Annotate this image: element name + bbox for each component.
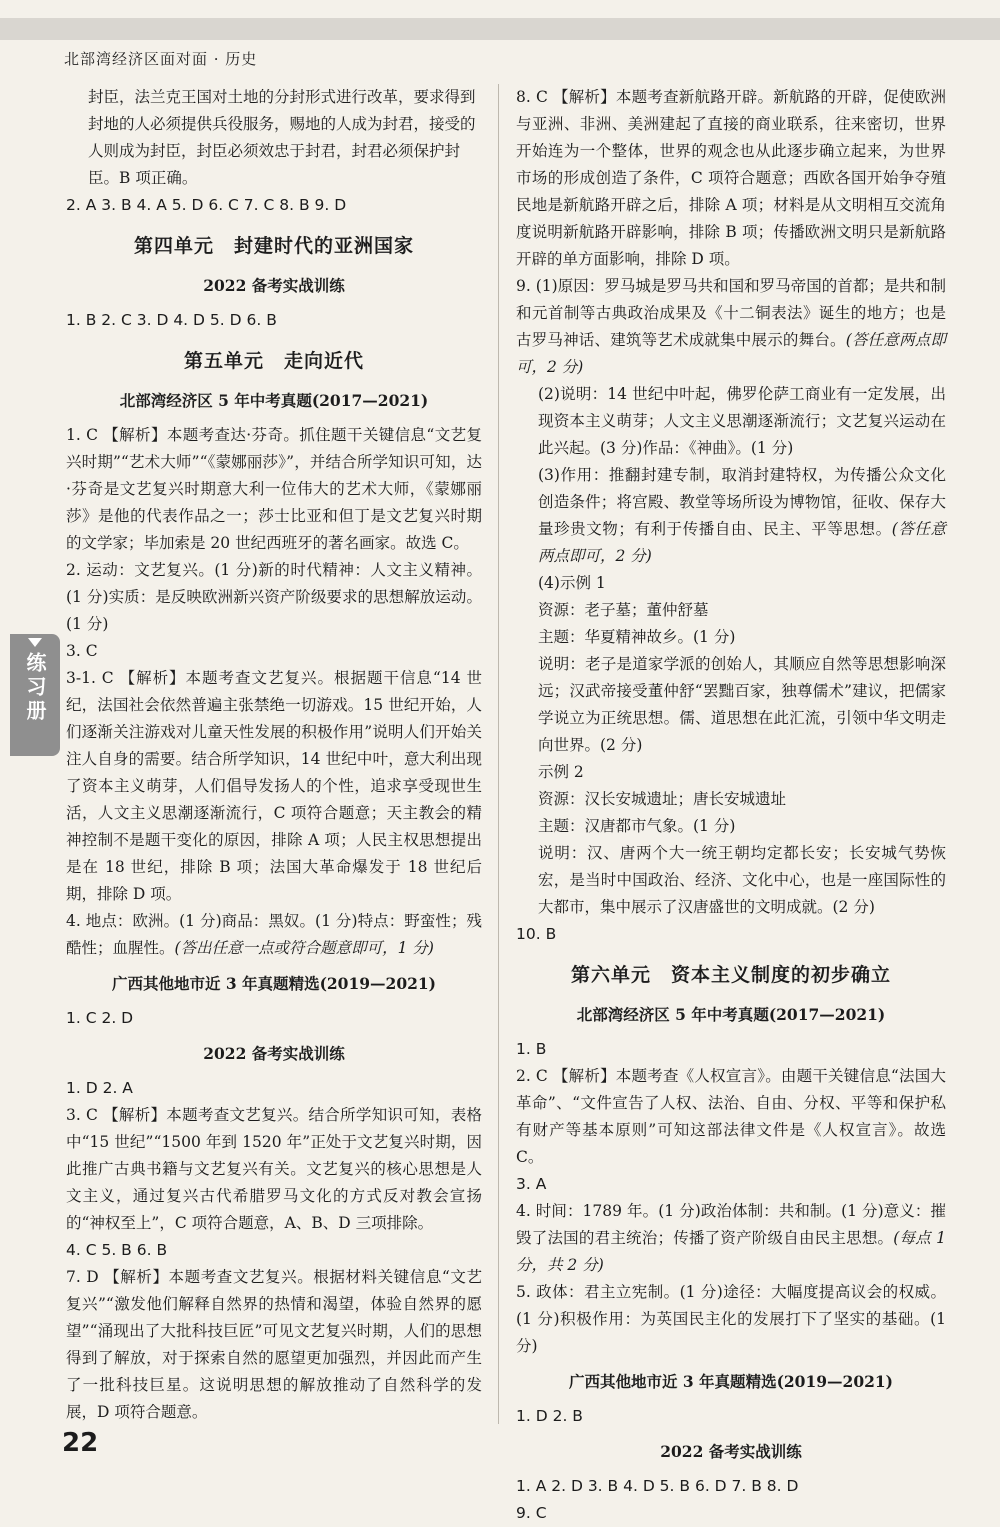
- intro-line: 封地的人必须提供兵役服务，赐地的人成为封君，接受的: [88, 115, 476, 133]
- question-9-3-note: (答任意两点即可，2 分): [538, 520, 946, 565]
- page-number: 22: [62, 1428, 99, 1458]
- example-1-theme: 主题：华夏精神故乡。(1 分): [538, 628, 736, 646]
- top-bar: [0, 18, 1000, 40]
- example-2-resources: 资源：汉长安城遗址；唐长安城遗址: [538, 790, 787, 808]
- question-9-2: (2)说明：14 世纪中叶起，佛罗伦萨工商业有一定发展，出现资本主义萌芽；人文主义思潮逐渐流行；文艺复兴运动在此兴起。(3 分)作品：《神曲》。(1 分): [538, 385, 946, 457]
- answer-list: 1. D 2. A: [66, 1079, 133, 1097]
- answer-list: 1. D 2. B: [516, 1407, 583, 1425]
- unit6-question-4-note: (每点 1 分，共 2 分): [516, 1229, 946, 1274]
- question-9-4: (4)示例 1: [538, 574, 606, 592]
- intro-line: 人则成为封臣，封臣必须效忠于封君，封君必须保护封: [88, 142, 461, 160]
- side-tab-label: 练习册: [23, 652, 47, 724]
- example-1-description: 说明：老子是道家学派的创始人，其顺应自然等思想影响深远；汉武帝接受董仲舒“罢黜百家，独尊儒术”建议，把儒家学说立为正统思想。儒、道思想在此汇流，引领中华文明走向世界。(2 分): [538, 655, 946, 754]
- question-4-text: 4. 地点：欧洲。(1 分)商品：黑奴。(1 分)特点：野蛮性；残酷性；血腥性。: [66, 912, 482, 957]
- question-9-1-note: (答任意两点即可，2 分): [516, 331, 946, 376]
- answer-list: 1. A 2. D 3. B 4. D 5. B 6. D 7. B 8. D: [516, 1477, 799, 1495]
- unit6-question-4-text: 4. 时间：1789 年。(1 分)政治体制：共和制。(1 分)意义：摧毁了法国的君主统治；传播了资产阶级自由民主思想。: [516, 1202, 946, 1247]
- question-9-1: [516, 273, 946, 381]
- answer-9: 9. C: [516, 1504, 547, 1522]
- chevron-down-icon: [28, 638, 42, 647]
- unit6-subtitle: 北部湾经济区 5 年中考真题(2017—2021): [576, 1005, 886, 1024]
- left-column: [66, 84, 482, 1426]
- unit6-title: 第六单元 资本主义制度的初步确立: [570, 964, 891, 986]
- question-3: 3. C: [66, 642, 98, 660]
- answer-list: 2. A 3. B 4. A 5. D 6. C 7. C 8. B 9. D: [66, 196, 347, 214]
- question-3-1: 3-1. C 【解析】本题考查文艺复兴。根据题干信息“14 世纪，法国社会依然普遍主张禁绝一切游戏。15 世纪开始，人们逐渐关注游戏对儿童天性发展的积极作用”说明人们开始关注人自身的需要。结合所学知识，14 世纪中叶，意大利出现了资本主义萌芽，人们倡导发扬人的个性，追求享受现世生活，人文主义思潮逐渐流行，C 项符合题意；天主教会的精神控制不是题干变化的原因，排除 A 项；人民主权思想提出是在 18 世纪，排除 B 项；法国大革命爆发于 18 世纪后期，排除 D 项。: [66, 669, 482, 903]
- question-4: [66, 908, 482, 962]
- example-2-theme: 主题：汉唐都市气象。(1 分): [538, 817, 736, 835]
- answer-list: 4. C 5. B 6. B: [66, 1241, 168, 1259]
- question-4-note: (答出任意一点或符合题意即可，1 分): [174, 939, 434, 957]
- example-2-label: 示例 2: [538, 763, 584, 781]
- question-1: 1. C 【解析】本题考查达·芬奇。抓住题干关键信息“文艺复兴时期”“艺术大师”“《蒙娜丽莎》”，并结合所学知识可知，达·芬奇是文艺复兴时期意大利一位伟大的艺术大师，《蒙娜丽莎》是他的代表作品之一；莎士比亚和但丁是文艺复兴时期的文学家；毕加索是 20 世纪西班牙的著名画家。故选 C。: [66, 426, 482, 552]
- column-divider: [498, 84, 499, 1424]
- page-header: 北部湾经济区面对面 · 历史: [64, 50, 258, 68]
- training-question-3: 3. C 【解析】本题考查文艺复兴。结合所学知识可知，表格中“15 世纪”“1500 年到 1520 年”正处于文艺复兴时期，因此推广古典书籍与文艺复兴有关。文艺复兴的核心思想是人文主义，通过复兴古代希腊罗马文化的方式反对教会宣扬的“神权至上”，C 项符合题意，A、B、D 三项排除。: [66, 1106, 482, 1232]
- question-9-3: [516, 462, 946, 570]
- question-2: 2. 运动：文艺复兴。(1 分)新的时代精神：人文主义精神。(1 分)实质：是反映欧洲新兴资产阶级要求的思想解放运动。(1 分): [66, 561, 482, 633]
- training-subtitle: 2022 备考实战训练: [203, 1044, 345, 1063]
- guangxi-subtitle: 广西其他地市近 3 年真题精选(2019—2021): [568, 1372, 894, 1391]
- answer-1: 1. B: [516, 1040, 547, 1058]
- answer-list: 1. B 2. C 3. D 4. D 5. D 6. B: [66, 311, 277, 329]
- intro-line: 臣。B 项正确。: [88, 169, 198, 187]
- question-9-1-text: 9. (1)原因：罗马城是罗马共和国和罗马帝国的首都；是共和制和元首制等古典政治成果及《十二铜表法》诞生的地方；也是古罗马神话、建筑等艺术成就集中展示的舞台。: [516, 277, 946, 349]
- unit5-subtitle: 北部湾经济区 5 年中考真题(2017—2021): [119, 391, 429, 410]
- unit6-question-2: 2. C 【解析】本题考查《人权宣言》。由题干关键信息“法国大革命”、“文件宣告了人权、法治、自由、分权、平等和保护私有财产等基本原则”可知这部法律文件是《人权宣言》。故选 C。: [516, 1067, 946, 1166]
- question-9-3-text: (3)作用：推翻封建专制，取消封建特权，为传播公众文化创造条件；将宫殿、教堂等场所设为博物馆，征收、保存大量珍贵文物；有利于传播自由、民主、平等思想。: [538, 466, 946, 538]
- unit6-question-5: 5. 政体：君主立宪制。(1 分)途径：大幅度提高议会的权威。(1 分)积极作用：为英国民主化的发展打下了坚实的基础。(1 分): [516, 1283, 946, 1355]
- training-subtitle: 2022 备考实战训练: [660, 1442, 802, 1461]
- answer-list: 1. C 2. D: [66, 1009, 134, 1027]
- example-1-resources: 资源：老子墓；董仲舒墓: [538, 601, 709, 619]
- unit6-question-4: [516, 1198, 946, 1279]
- unit4-title: 第四单元 封建时代的亚洲国家: [133, 235, 414, 257]
- example-2-description: 说明：汉、唐两个大一统王朝均定都长安；长安城气势恢宏，是当时中国政治、经济、文化中心，也是一座国际性的大都市，集中展示了汉唐盛世的文明成就。(2 分): [538, 844, 946, 916]
- unit5-title: 第五单元 走向近代: [183, 350, 364, 372]
- intro-line: 封臣，法兰克王国对土地的分封形式进行改革，要求得到: [88, 88, 476, 106]
- guangxi-subtitle: 广西其他地市近 3 年真题精选(2019—2021): [111, 974, 437, 993]
- answer-10: 10. B: [516, 925, 557, 943]
- right-column: [516, 84, 946, 1527]
- training-question-7: 7. D 【解析】本题考查文艺复兴。根据材料关键信息“文艺复兴”“激发他们解释自然界的热情和渴望，体验自然界的愿望”“涌现出了大批科技巨匠”可见文艺复兴时期，人们的思想得到了解放，对于探索自然的愿望更加强烈，并因此而产生了一批科技巨星。这说明思想的解放推动了自然科学的发展，D 项符合题意。: [66, 1268, 482, 1421]
- side-tab: [10, 634, 60, 756]
- unit4-subtitle: 2022 备考实战训练: [203, 276, 345, 295]
- question-8: 8. C 【解析】本题考查新航路开辟。新航路的开辟，促使欧洲与亚洲、非洲、美洲建起了直接的商业联系，往来密切，世界开始连为一个整体，世界的观念也从此逐步确立起来，为世界市场的形成创造了条件，C 项符合题意；西欧各国开始争夺殖民地是新航路开辟之后，排除 A 项；材料是从文明相互交流角度说明新航路开辟影响，排除 B 项；传播欧洲文明只是新航路开辟的单方面影响，排除 D 项。: [516, 88, 946, 268]
- answer-3: 3. A: [516, 1175, 547, 1193]
